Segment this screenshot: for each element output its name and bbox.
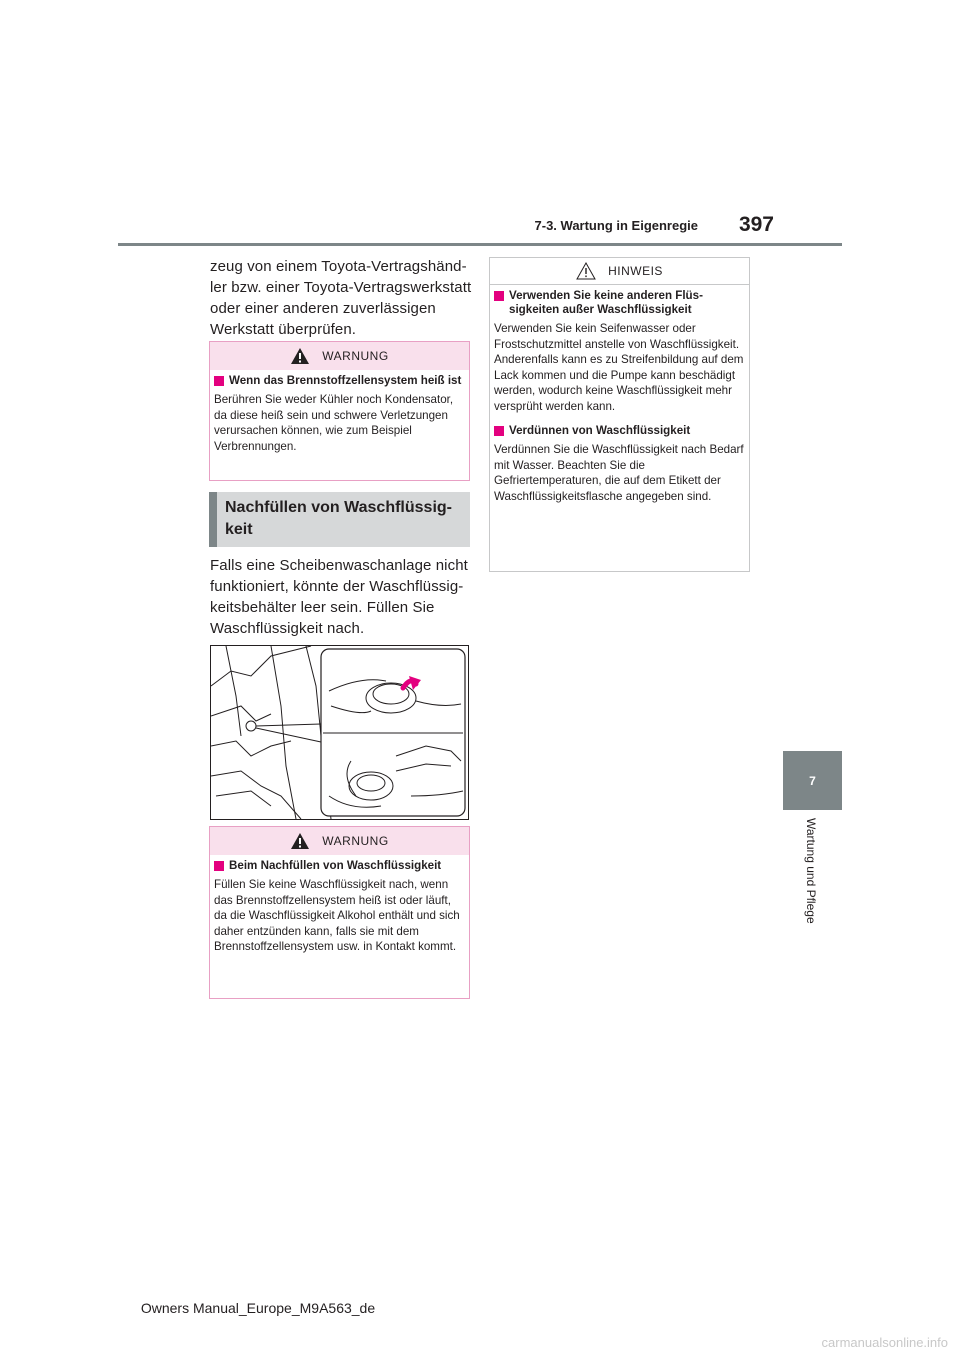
hint-header bbox=[490, 258, 749, 285]
hint-item-text: Verdünnen Sie die Waschflüssigkeit nach Bedarf mit Wasser. Beachten Sie die Gefriertemperaturen, die auf dem Etikett der Waschflüssigkeitsflasche angegeben sind. bbox=[494, 443, 744, 503]
intro-paragraph: zeug von einem Toyota-Vertragshändler bzw. einer Toyota-Vertragswerkstatt oder einer anderen zuverlässigen Werkstatt überprüfen. bbox=[210, 258, 472, 338]
engine-bay-drawing bbox=[211, 646, 468, 819]
hint-box bbox=[489, 257, 750, 572]
warning-box-refill bbox=[209, 826, 470, 999]
footer-manual-id: Owners Manual_Europe_M9A563_de bbox=[140, 1300, 376, 1316]
hint-label: HINWEIS bbox=[608, 264, 663, 278]
warning-text: Berühren Sie weder Kühler noch Kondensator, da diese heiß sein und schwere Verletzungen verursachen können, wie zum Beispiel Verbrennungen. bbox=[214, 393, 454, 453]
warning-header bbox=[210, 827, 469, 855]
watermark: carmanualsonline.info bbox=[821, 1335, 948, 1350]
warning-title: Beim Nachfüllen von Waschflüssigkeit bbox=[214, 859, 465, 873]
warning-box-hot-system bbox=[209, 341, 470, 481]
warning-triangle-icon bbox=[290, 832, 310, 850]
hint-item-title: Verwenden Sie keine anderen Flüssigkeiten außer Waschflüssigkeit bbox=[494, 289, 745, 317]
warning-title: Wenn das Brennstoffzellensystem heiß ist bbox=[214, 374, 465, 388]
hint-item-text: Verwenden Sie kein Seifenwasser oder Frostschutzmittel anstelle von Waschflüssigkeit. Anderenfalls kann es zu Streifenbildung auf dem Lack kommen und die Pumpe kann beschädigt werden, wodurch keine Waschflüssigkeit mehr versprüht werden kann. bbox=[494, 322, 744, 413]
bullet-square-icon bbox=[494, 426, 504, 436]
section-heading: Nachfüllen von Waschflüssigkeit bbox=[209, 492, 470, 547]
washer-paragraph: Falls eine Scheibenwaschanlage nicht funktioniert, könnte der Waschflüssigkeitsbehälter leer sein. Füllen Sie Waschflüssigkeit nach. bbox=[210, 557, 468, 637]
warning-label: WARNUNG bbox=[322, 349, 389, 363]
warning-label: WARNUNG bbox=[322, 834, 389, 848]
hint-item-title: Verdünnen von Waschflüssigkeit bbox=[494, 424, 745, 438]
bullet-square-icon bbox=[214, 376, 224, 386]
caution-triangle-icon bbox=[576, 262, 596, 280]
washer-fluid-illustration bbox=[210, 645, 469, 820]
bullet-square-icon bbox=[494, 291, 504, 301]
bullet-square-icon bbox=[214, 861, 224, 871]
warning-header bbox=[210, 342, 469, 370]
chapter-label: Wartung und Pflege bbox=[804, 818, 818, 924]
chapter-tab: 7 bbox=[783, 751, 842, 810]
warning-text: Füllen Sie keine Waschflüssigkeit nach, wenn das Brennstoffzellensystem heiß ist oder läuft, da die Waschflüssigkeit Alkohol enthält und sich daher entzünden kann, falls sie mit dem Brennstoffzellensystem usw. in Kontakt kommt. bbox=[214, 878, 460, 953]
page-number: 397 bbox=[738, 213, 774, 236]
warning-triangle-icon bbox=[290, 347, 310, 365]
section-header: 7-3. Wartung in Eigenregie bbox=[534, 218, 698, 233]
header-rule bbox=[118, 243, 842, 246]
